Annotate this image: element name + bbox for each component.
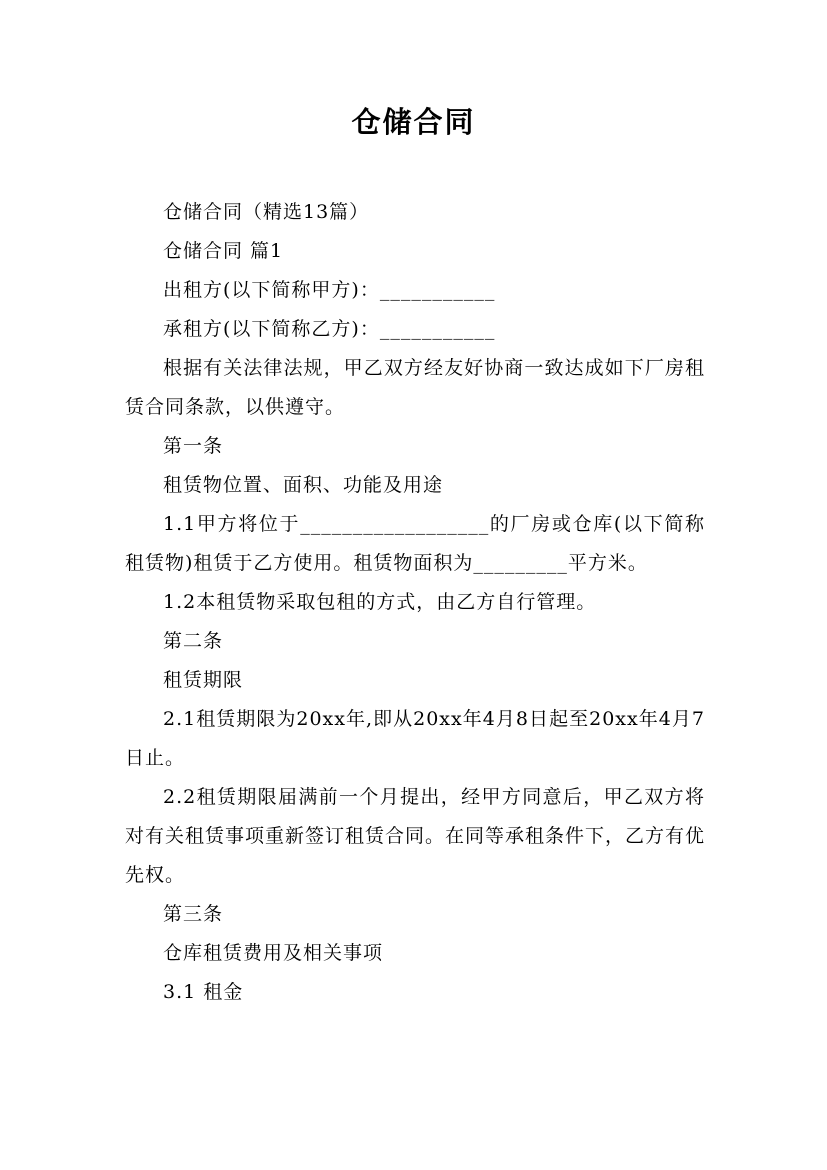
paragraph-article-3: 第三条 (163, 903, 224, 925)
paragraph-article-3-title: 仓库租赁费用及相关事项 (163, 942, 384, 964)
document-title: 仓储合同 (351, 105, 476, 139)
paragraph-article-2-title: 租赁期限 (163, 669, 244, 691)
document-body (125, 193, 705, 1012)
paragraph-clause-2-1: 2.1租赁期限为20xx年,即从20xx年4月8日起至20xx年4月7日止。 (125, 708, 705, 769)
paragraph-lessor: 出租方(以下简称甲方)：___________ (163, 279, 496, 301)
paragraph-article-1: 第一条 (163, 435, 224, 457)
paragraph-article-2: 第二条 (163, 630, 224, 652)
paragraph-clause-2-2: 2.2租赁期限届满前一个月提出，经甲方同意后，甲乙双方将对有关租赁事项重新签订租赁合同。在同等承租条件下，乙方有优先权。 (125, 786, 706, 886)
paragraph-article-1-title: 租赁物位置、面积、功能及用途 (163, 474, 444, 496)
paragraph-clause-3-1: 3.1 租金 (163, 981, 244, 1003)
paragraph-preamble: 根据有关法律法规，甲乙双方经友好协商一致达成如下厂房租赁合同条款，以供遵守。 (125, 357, 705, 418)
paragraph-collection-title: 仓储合同（精选13篇） (163, 201, 370, 223)
paragraph-clause-1-1: 1.1甲方将位于__________________的厂房或仓库(以下简称租赁物)租赁于乙方使用。租赁物面积为_________平方米。 (125, 513, 705, 574)
paragraph-section-heading: 仓储合同 篇1 (163, 240, 284, 262)
paragraph-clause-1-2: 1.2本租赁物采取包租的方式，由乙方自行管理。 (163, 591, 597, 613)
paragraph-lessee: 承租方(以下简称乙方)：___________ (163, 318, 496, 340)
